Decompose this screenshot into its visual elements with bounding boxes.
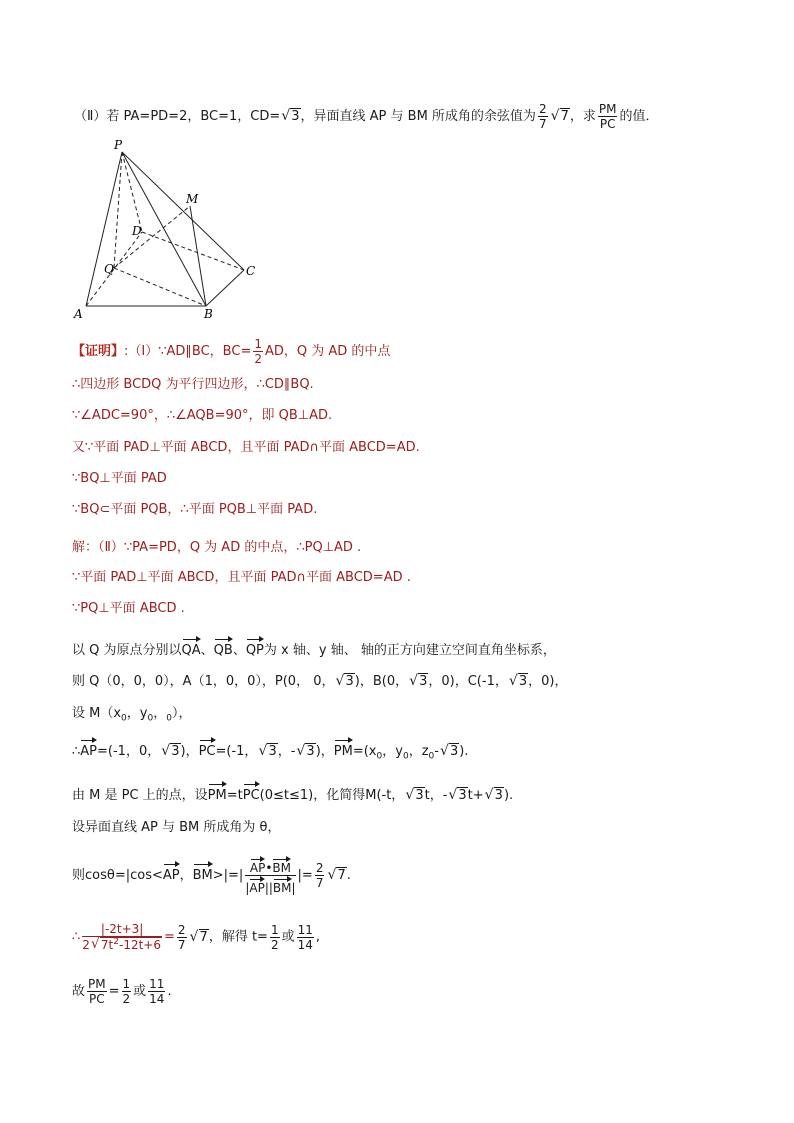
- text: )，B(0，: [354, 674, 409, 689]
- radicand: 3: [415, 788, 424, 803]
- text: 或: [281, 929, 295, 945]
- text: =t: [226, 788, 243, 803]
- numerator: 1: [270, 922, 279, 937]
- vector-BM: BM: [193, 862, 213, 885]
- denominator: 2: [122, 992, 131, 1006]
- pyramid-figure: [72, 136, 272, 321]
- text: ，0)，C(-1，: [428, 674, 508, 689]
- problem-text-2: ，异面直线 AP 与 BM 所成角的余弦值为: [300, 109, 536, 124]
- fraction-1-2: [253, 338, 263, 365]
- vector-PC: PC: [243, 782, 260, 805]
- numerator: PM: [598, 102, 617, 116]
- text: >|=|: [212, 868, 244, 883]
- sqrt-3: [448, 787, 467, 805]
- radicand: 3: [345, 674, 354, 689]
- sqrt-3: [296, 743, 315, 761]
- fraction-1-2: [270, 924, 280, 951]
- label-B: B: [204, 307, 213, 321]
- proof-line-3: ∵∠ADC=90°，∴∠AQB=90°，即 QB⊥AD.: [72, 408, 333, 423]
- text: ∴: [72, 929, 81, 945]
- denominator: 2: [254, 352, 262, 366]
- text: ).: [459, 744, 469, 759]
- denominator: 2: [270, 937, 279, 952]
- text: ，z: [408, 744, 429, 759]
- radicand: 7t: [100, 938, 114, 952]
- solution-line-7: [72, 738, 468, 766]
- fraction-pm-pc: [598, 103, 618, 130]
- proof-line-5: ∵BQ⊥平面 PAD: [72, 471, 167, 486]
- radicand: -12t+6: [119, 938, 161, 952]
- vector-AP: AP: [250, 857, 265, 874]
- problem-text-3: ，求: [569, 109, 596, 124]
- label-D: D: [132, 224, 142, 238]
- vector-AP: AP: [80, 738, 97, 761]
- vector-QA: QA: [182, 637, 201, 660]
- proof-text: AD，Q 为 AD 的中点: [264, 344, 391, 359]
- radicand: 7: [337, 868, 346, 883]
- solution-line-12: [72, 978, 172, 1005]
- label-Q: Q: [104, 262, 114, 276]
- text: M(-t，: [365, 788, 405, 803]
- radicand: 7: [199, 929, 208, 945]
- text: =(x: [352, 744, 377, 759]
- solution-line-8: [72, 782, 513, 805]
- vector-AP: AP: [163, 862, 180, 885]
- coefficient: 2: [82, 938, 90, 952]
- text: =(-1，: [215, 744, 258, 759]
- solution-line-9: 设异面直线 AP 与 BM 所成角为 θ，: [72, 820, 281, 835]
- text: ).: [503, 788, 514, 803]
- proof-tag: 【证明】: [72, 344, 125, 359]
- text: .: [167, 984, 172, 999]
- proof-text: BC=: [222, 344, 252, 359]
- denominator: 14: [149, 992, 165, 1006]
- text: =: [108, 984, 120, 999]
- edge-QM: [114, 206, 190, 268]
- text: 以 Q 为原点分别以: [72, 643, 182, 658]
- denominator: 7: [315, 876, 324, 890]
- radicand: 7: [560, 109, 569, 124]
- problem-text-4: 的值．: [619, 109, 659, 124]
- fraction-2-7: [315, 862, 325, 889]
- vector-PC: PC: [199, 738, 216, 761]
- subscript: 0: [121, 713, 127, 724]
- radicand: 3: [458, 788, 467, 803]
- fraction-equation: [82, 923, 162, 951]
- text: ,: [315, 929, 321, 945]
- exponent: 2: [113, 937, 119, 947]
- denominator: 7: [177, 937, 186, 952]
- radicand: 3: [518, 674, 528, 689]
- radicand: 3: [494, 788, 503, 803]
- text: ，y: [382, 744, 403, 759]
- text: 则 Q（0，0，0），A（1，0，0），P(0， 0，: [72, 674, 335, 689]
- dot: •: [265, 861, 273, 875]
- vector-PM: PM: [334, 738, 353, 761]
- numerator: |-2t+3|: [82, 923, 162, 937]
- radicand: 3: [171, 744, 180, 759]
- edge-BC: [206, 270, 244, 306]
- text: )，: [180, 744, 199, 759]
- numerator: 1: [254, 337, 262, 351]
- edge-PC: [122, 152, 244, 270]
- sqrt-7: [551, 108, 570, 126]
- vector-PM: PM: [208, 782, 227, 805]
- denominator: 14: [297, 937, 313, 952]
- vector-QP: QP: [246, 637, 264, 660]
- sqrt-3: [440, 743, 459, 761]
- numerator: 1: [122, 977, 131, 991]
- proof-line-4: 又∵平面 PAD⊥平面 ABCD，且平面 PAD∩平面 ABCD=AD.: [72, 440, 420, 455]
- label-P: P: [114, 138, 123, 152]
- text: 为 x 轴、y 轴、 轴的正方向建立空间直角坐标系，: [263, 643, 556, 658]
- solution-line-3: ∵PQ⊥平面 ABCD .: [72, 601, 185, 616]
- solution-line-6: [72, 705, 191, 728]
- text: .: [346, 868, 351, 883]
- text: ∴: [72, 744, 81, 759]
- numerator: 11: [149, 977, 165, 991]
- solution-line-5: [72, 673, 567, 691]
- text: ，-: [277, 744, 296, 759]
- solution-line-4: [72, 637, 556, 660]
- radicand: 3: [306, 744, 315, 759]
- sqrt-expr: [91, 938, 162, 951]
- text: =: [164, 929, 175, 945]
- sqrt-3: [509, 673, 528, 691]
- numerator: 11: [297, 922, 313, 937]
- subscript: 0: [428, 751, 435, 762]
- fraction-dot-over-norms: $\frac{AP•BM}{|AP||BM|}$: [245, 857, 295, 894]
- text: t+: [467, 788, 484, 803]
- sqrt-3: [161, 743, 180, 761]
- label-A: A: [74, 307, 83, 321]
- text: ，: [153, 706, 167, 721]
- text: 或: [133, 984, 147, 999]
- fraction-pm-pc: [87, 978, 107, 1005]
- numerator: 2: [177, 922, 186, 937]
- vector-QB: QB: [214, 637, 233, 660]
- proof-line-6: ∵BQ⊂平面 PQB，∴平面 PQB⊥平面 PAD.: [72, 502, 318, 517]
- vector-AP: AP: [249, 877, 264, 894]
- sqrt-7: [327, 867, 346, 885]
- sqrt-3: [258, 743, 277, 761]
- text: (0≤t≤1)，化简得: [259, 788, 366, 803]
- text: =(-1，0，: [97, 744, 161, 759]
- proof-line-2: ∴四边形 BCDQ 为平行四边形，∴CD∥BQ.: [72, 377, 314, 392]
- text: ，0)，: [528, 674, 568, 689]
- radicand: 3: [449, 744, 459, 759]
- text: 则cosθ=|cos<: [72, 868, 163, 883]
- fraction-11-14: [148, 978, 165, 1005]
- text: 故: [72, 984, 86, 999]
- radicand: 3: [419, 674, 428, 689]
- subscript: 0: [402, 751, 409, 762]
- text: ），: [171, 706, 192, 721]
- text: 由 M 是 PC 上的点，设: [72, 788, 208, 803]
- text: |=: [297, 868, 313, 883]
- text: t，-: [424, 788, 448, 803]
- vector-BM: BM: [272, 857, 291, 874]
- fraction-11-14: [297, 924, 314, 951]
- problem-statement: [74, 103, 658, 130]
- text: )，: [315, 744, 334, 759]
- text: 设 M（x: [72, 706, 122, 721]
- edge-DC: [142, 232, 244, 270]
- radicand: 3: [291, 109, 300, 124]
- solution-line-1: 解：（Ⅱ）∵PA=PD，Q 为 AD 的中点，∴PQ⊥AD .: [72, 540, 362, 555]
- text: 、: [232, 643, 246, 658]
- sqrt-3: [485, 787, 504, 805]
- text: ，: [179, 868, 193, 883]
- solution-line-11: [72, 923, 320, 951]
- fraction-1-2: [122, 978, 132, 1005]
- fraction-2-7: [538, 103, 548, 130]
- subscript: 0: [376, 751, 383, 762]
- solution-line-2: ∵平面 PAD⊥平面 ABCD，且平面 PAD∩平面 ABCD=AD .: [72, 570, 411, 585]
- sqrt-7: [190, 929, 209, 947]
- label-M: M: [186, 192, 199, 206]
- numerator: 2: [538, 102, 547, 116]
- text: ，解得 t=: [208, 929, 268, 945]
- radicand: 3: [268, 744, 277, 759]
- vector-BM: BM: [273, 877, 292, 894]
- text: -: [434, 744, 439, 759]
- denominator: 7: [538, 117, 547, 131]
- text: ，y: [126, 706, 148, 721]
- sqrt-3: [409, 673, 428, 691]
- numerator: 2: [315, 861, 324, 875]
- subscript: 0: [166, 713, 172, 724]
- denominator: PC: [89, 992, 105, 1006]
- label-C: C: [246, 264, 256, 278]
- edge-PD: [122, 152, 142, 232]
- numerator: PM: [88, 977, 106, 991]
- sqrt-3: [335, 673, 354, 691]
- denominator: PC: [599, 117, 616, 131]
- fraction-2-7: [177, 924, 187, 951]
- proof-text: :（Ⅰ）∵AD∥BC，: [124, 344, 223, 359]
- edge-QB: [114, 268, 206, 306]
- solution-line-10: [72, 857, 351, 894]
- proof-line-1: [72, 338, 390, 365]
- subscript: 0: [147, 713, 154, 724]
- problem-text-1: （Ⅱ）若 PA=PD=2，BC=1，CD=: [74, 109, 281, 124]
- text: 、: [200, 643, 214, 658]
- sqrt-3: [281, 108, 300, 126]
- sqrt-3: [405, 787, 424, 805]
